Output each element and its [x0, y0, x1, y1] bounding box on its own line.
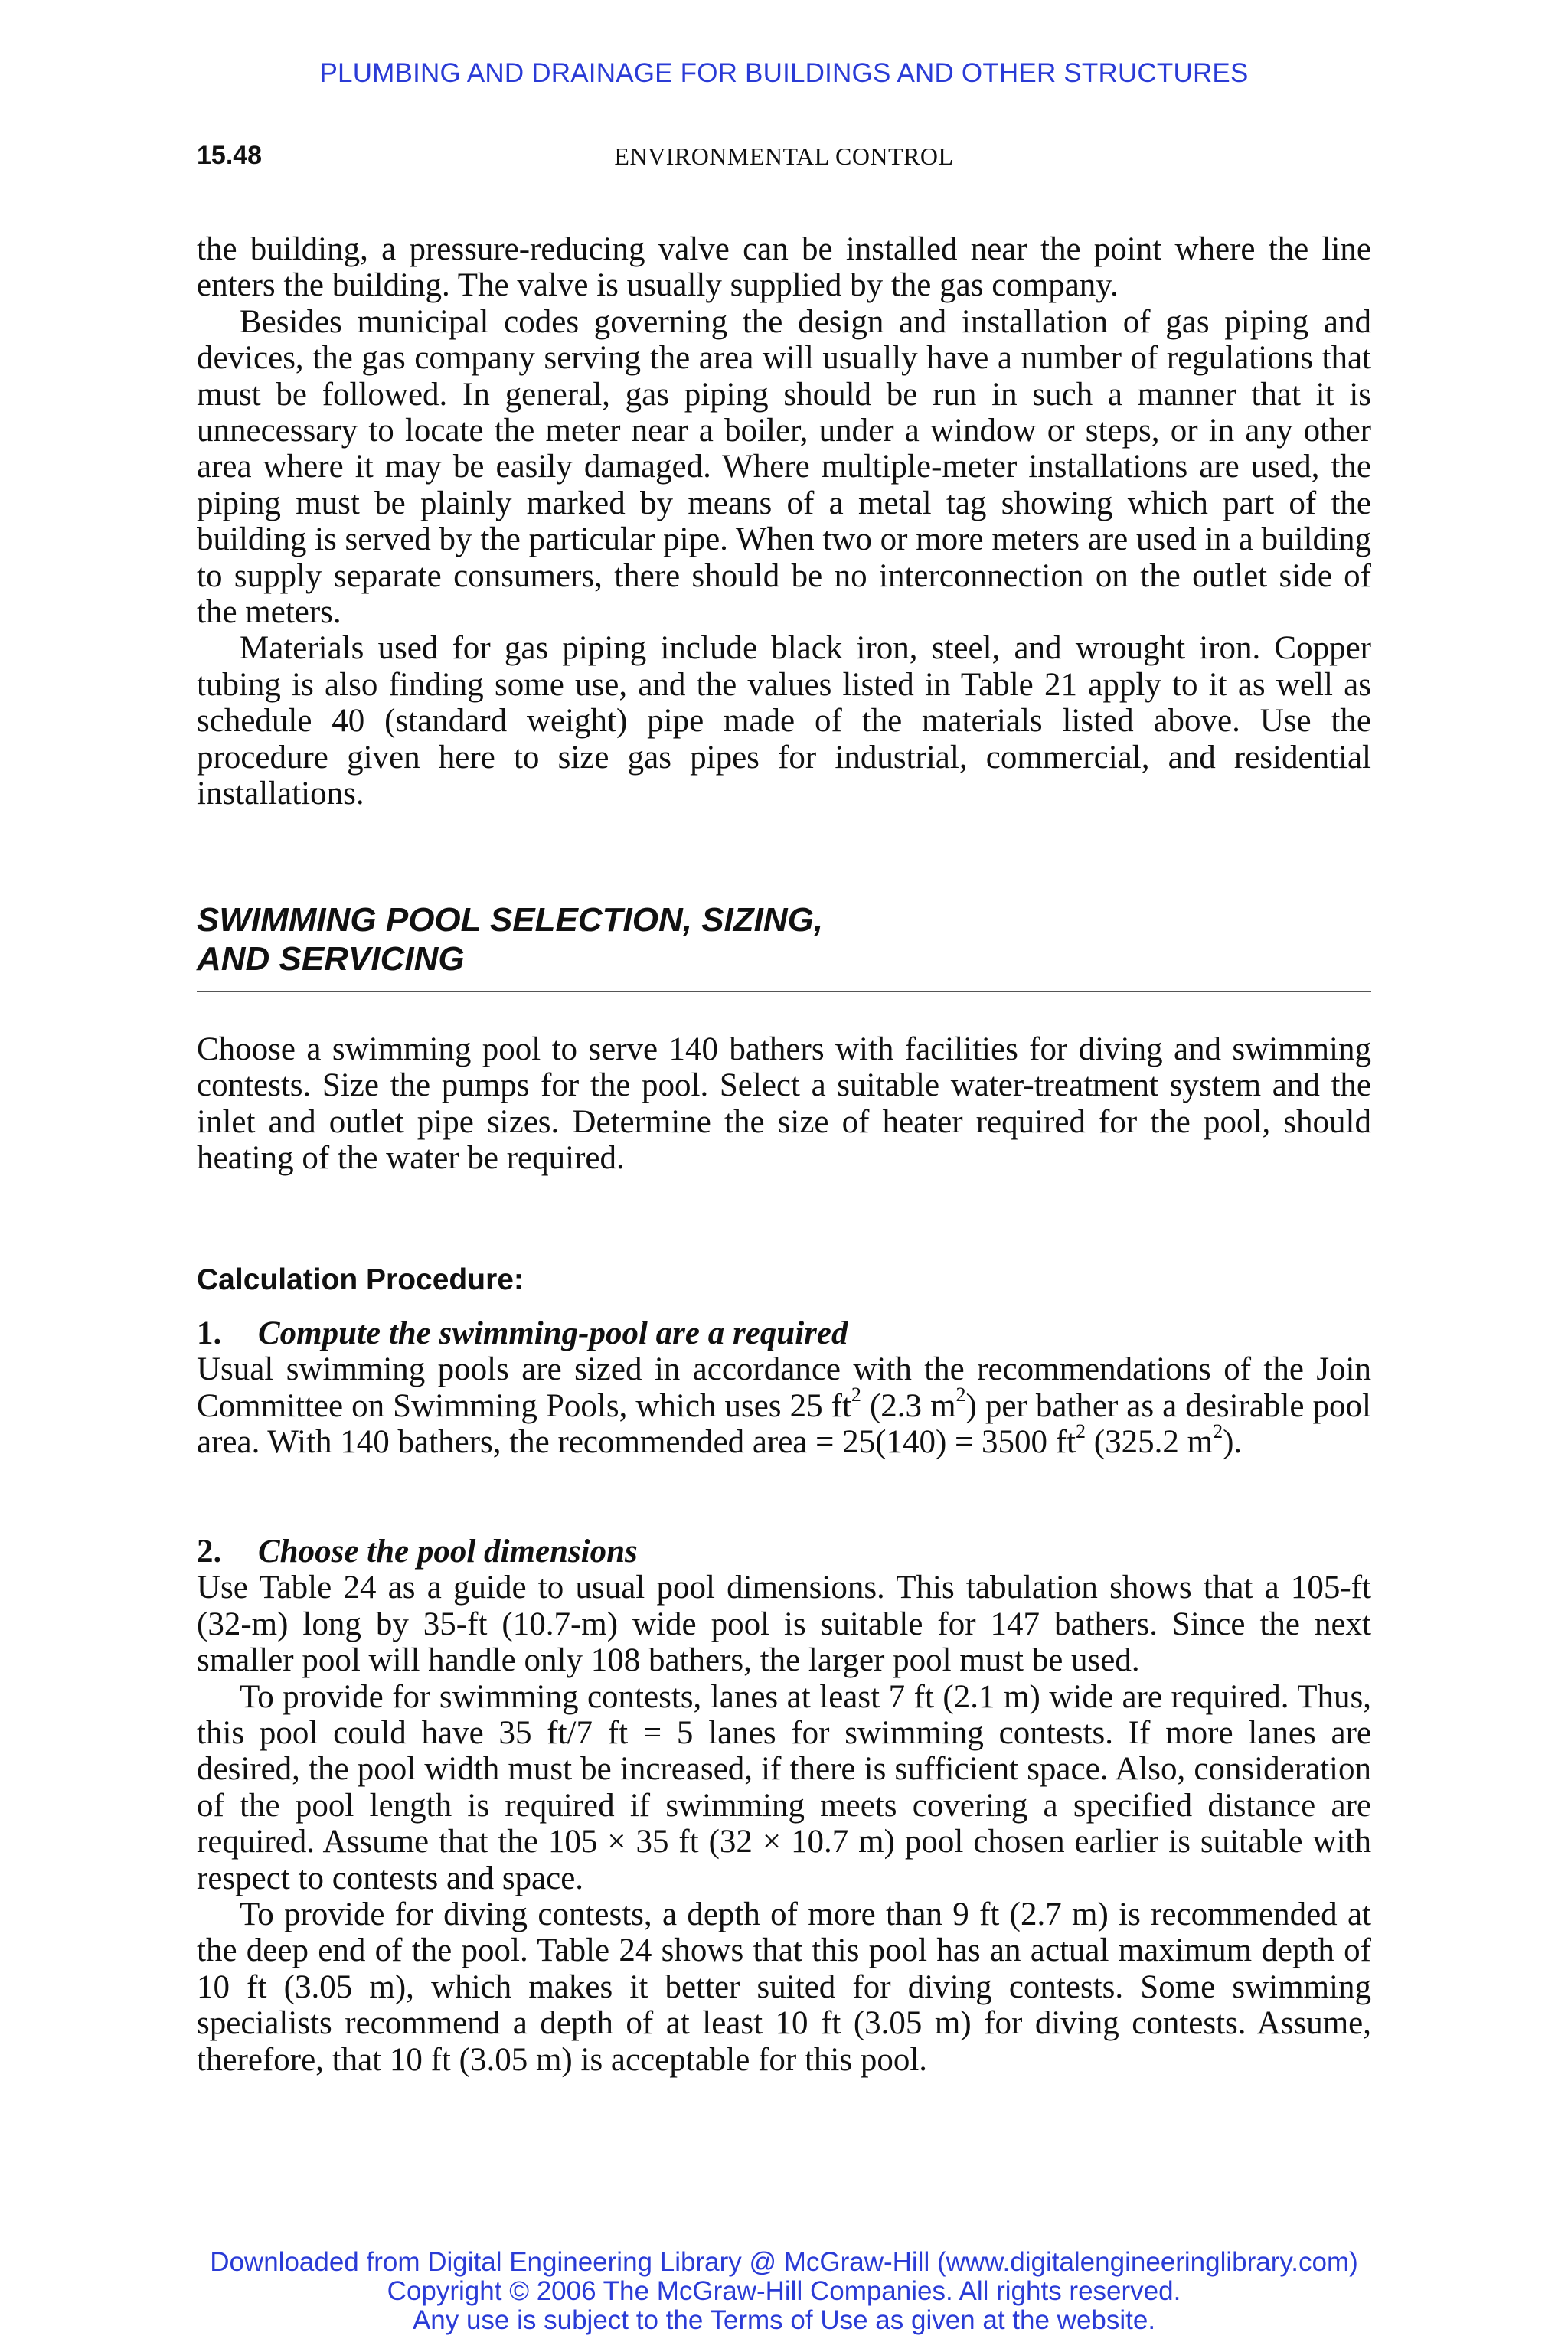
running-head: ENVIRONMENTAL CONTROL [614, 142, 954, 170]
superscript: 2 [1076, 1419, 1086, 1442]
step-2-heading [197, 1534, 1371, 1570]
section-title-line-1: SWIMMING POOL SELECTION, SIZING, [197, 901, 824, 939]
step-1-heading [197, 1315, 1371, 1351]
superscript: 2 [851, 1383, 861, 1406]
step-2-paragraph-1: Use Table 24 as a guide to usual pool dimensions. This tabulation shows that a 105-ft (32-m) long by 35-ft (10.7-m) wide pool is suitable for 147 bathers. Since the next smaller pool will handle only 108 bathers, the larger pool must be used. [197, 1570, 1371, 1679]
intro-text [197, 231, 1371, 812]
footer-terms[interactable]: Any use is subject to the Terms of Use as given at the website. [412, 2305, 1156, 2335]
page-number: 15.48 [197, 141, 263, 170]
step-1-title: Compute the swimming-pool are a required [258, 1315, 848, 1351]
section-divider [197, 991, 1371, 992]
calculation-procedure-heading: Calculation Procedure: [197, 1263, 524, 1296]
section-title-line-2: AND SERVICING [197, 940, 465, 978]
footer-download-link[interactable]: Downloaded from Digital Engineering Library @ McGraw-Hill (www.digitalengineeringlibrary.com) [210, 2247, 1358, 2277]
superscript: 2 [956, 1383, 966, 1406]
step-1-number: 1. [197, 1315, 222, 1351]
step-2-number: 2. [197, 1534, 222, 1570]
chapter-title-link[interactable]: PLUMBING AND DRAINAGE FOR BUILDINGS AND OTHER STRUCTURES [319, 58, 1249, 88]
problem-paragraph: Choose a swimming pool to serve 140 bathers with facilities for diving and swimming contests. Size the pumps for the pool. Select a suitable water-treatment system and the inlet and outlet pipe sizes. Determine the size of heater required for the pool, should heating of the water be required. [197, 1031, 1371, 1177]
step-2-paragraph-3: To provide for diving contests, a depth of more than 9 ft (2.7 m) is recommended at the deep end of the pool. Table 24 shows that this pool has an actual maximum depth of 10 ft (3.05 m), which makes it better suited for diving contests. Some swimming specialists recommend a depth of at least 10 ft (3.05 m) for diving contests. Assume, therefore, that 10 ft (3.05 m) is acceptable for this pool. [197, 1896, 1371, 2078]
step-1 [197, 1315, 1371, 1461]
intro-paragraph-2: Besides municipal codes governing the design and installation of gas piping and devices, the gas company serving the area will usually have a number of regulations that must be followed. In general, gas piping should be run in such a manner that it is unnecessary to locate the meter near a boiler, under a window or steps, or in any other area where it may be easily damaged. Where multiple-meter installations are used, the piping must be plainly marked by means of a metal tag showing which part of the building is served by the particular pipe. When two or more meters are used in a building to supply separate consumers, there should be no interconnection on the outlet side of the meters. [197, 303, 1371, 631]
intro-paragraph-3: Materials used for gas piping include black iron, steel, and wrought iron. Copper tubing is also finding some use, and the values listed in Table 21 apply to it as well as schedule 40 (standard weight) pipe made of the materials listed above. Use the procedure given here to size gas pipes for industrial, commercial, and residential installations. [197, 630, 1371, 812]
step-2-title: Choose the pool dimensions [258, 1534, 638, 1570]
step-2-paragraph-2: To provide for swimming contests, lanes at least 7 ft (2.1 m) wide are required. Thus, this pool could have 35 ft/7 ft = 5 lanes for swimming contests. If more lanes are desired, the pool width must be increased, if there is sufficient space. Also, consideration of the pool length is required if swimming meets covering a specified distance are required. Assume that the 105 × 35 ft (32 × 10.7 m) pool chosen earlier is suitable with respect to contests and space. [197, 1678, 1371, 1896]
section-title [197, 900, 1371, 978]
step-2 [197, 1534, 1371, 2078]
footer-copyright[interactable]: Copyright © 2006 The McGraw-Hill Companies. All rights reserved. [387, 2276, 1181, 2306]
footer [0, 2248, 1568, 2335]
intro-paragraph-1: the building, a pressure-reducing valve can be installed near the point where the line enters the building. The valve is usually supplied by the gas company. [197, 231, 1371, 304]
step-1-paragraph: Usual swimming pools are sized in accordance with the recommendations of the Join Committee on Swimming Pools, which uses 25 $ft^2$ (2.3 $m^2$) per bather as a desirable pool area. With 140 bathers, the recommended area = 25(140) = 3500 $ft^2$ (325.2 $m^2$). [197, 1351, 1371, 1461]
problem-statement [197, 1031, 1371, 1177]
superscript: 2 [1213, 1419, 1223, 1442]
